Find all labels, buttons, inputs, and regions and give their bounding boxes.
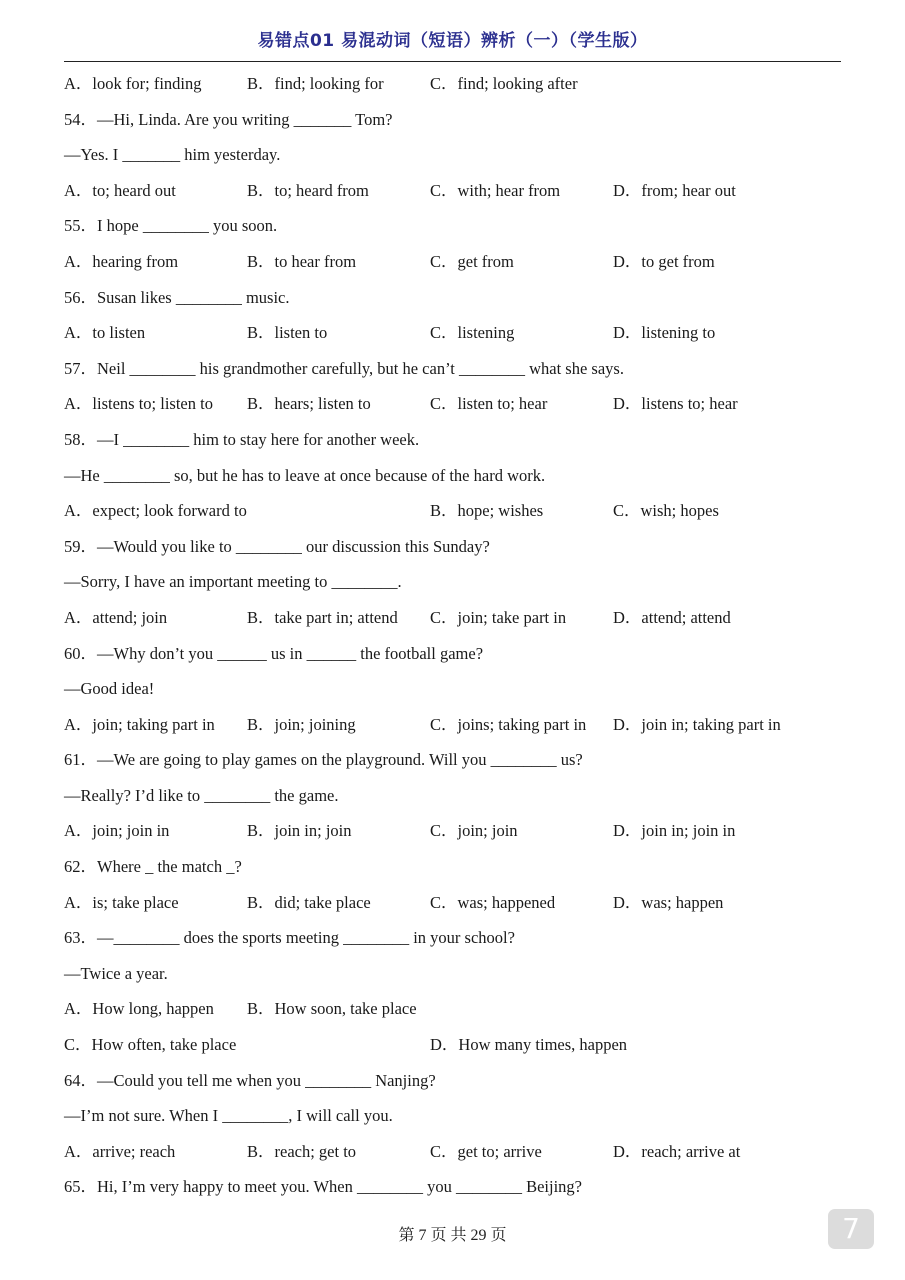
answer-option: C．was; happened [430, 892, 556, 912]
answer-option: C．join; take part in [430, 607, 567, 627]
answer-option: D．listening to [613, 323, 716, 343]
page-footer: 第 7 页 共 29 页 [398, 1227, 507, 1244]
answer-option: B．How soon, take place [247, 999, 417, 1019]
answer-option: B．take part in; attend [247, 607, 398, 627]
question-line: —He ________ so, but he has to leave at once because of the hard work. [64, 465, 546, 485]
answer-option: D．was; happen [613, 892, 724, 912]
answer-option: C．listening [430, 323, 515, 343]
answer-option: C．get from [430, 251, 514, 271]
answer-option: A．expect; look forward to [64, 501, 247, 521]
answer-option: B．did; take place [247, 892, 371, 912]
answer-option: A．arrive; reach [64, 1141, 176, 1161]
question-line: —I’m not sure. When I ________, I will call you. [64, 1106, 393, 1126]
answer-options [64, 707, 844, 743]
answer-option: B．listen to [247, 323, 328, 343]
answer-option: B．find; looking for [247, 74, 384, 93]
answer-option: D．join in; join in [613, 821, 736, 841]
answer-option: A．hearing from [64, 251, 179, 271]
question-line: 57．Neil ________ his grandmother carefully, but he can’t ________ what she says. [64, 358, 624, 378]
question-line: 55．I hope ________ you soon. [64, 216, 278, 236]
answer-option: D．listens to; hear [613, 394, 738, 414]
answer-options [64, 1027, 844, 1063]
answer-option: B．hears; listen to [247, 394, 371, 414]
answer-options [64, 173, 844, 209]
answer-option: A．attend; join [64, 607, 168, 627]
answer-option: D．reach; arrive at [613, 1141, 741, 1161]
answer-option: A．to; heard out [64, 180, 176, 200]
answer-option: A．How long, happen [64, 999, 214, 1019]
answer-option: A．to listen [64, 323, 146, 343]
question-line: 63．—________ does the sports meeting ________ in your school? [64, 928, 515, 948]
question-line: 54．—Hi, Linda. Are you writing _______ Tom? [64, 109, 393, 129]
page-header-title: 易错点01 易混动词（短语）辨析（一）（学生版） [257, 31, 648, 51]
question-line: 65．Hi, I’m very happy to meet you. When ________ you ________ Beijing? [64, 1177, 582, 1197]
question-line: —Really? I’d like to ________ the game. [64, 785, 339, 805]
answer-option: B．hope; wishes [430, 501, 544, 521]
question-line: 58．—I ________ him to stay here for another week. [64, 429, 420, 449]
answer-option: C．find; looking after [430, 74, 578, 93]
answer-option: C．get to; arrive [430, 1141, 542, 1161]
question-line: 59．—Would you like to ________ our discussion this Sunday? [64, 536, 490, 556]
answer-option: D．How many times, happen [430, 1035, 628, 1055]
answer-option: A．look for; finding [64, 74, 202, 93]
answer-options [64, 600, 844, 636]
answer-options [64, 386, 844, 422]
question-line: 64．—Could you tell me when you ________ Nanjing? [64, 1070, 436, 1090]
answer-option: A．join; taking part in [64, 714, 215, 734]
answer-options [64, 493, 844, 529]
answer-options [64, 813, 844, 849]
question-line: 60．—Why don’t you ______ us in ______ the football game? [64, 643, 484, 663]
answer-option: A．listens to; listen to [64, 394, 213, 414]
answer-option: B．reach; get to [247, 1141, 357, 1161]
answer-option: A．join; join in [64, 821, 170, 841]
answer-option: C．listen to; hear [430, 394, 548, 414]
page-number-badge: 7 [828, 1209, 874, 1249]
answer-option: D．attend; attend [613, 607, 731, 627]
question-line: —Yes. I _______ him yesterday. [64, 145, 281, 165]
answer-option: B．to hear from [247, 251, 357, 271]
answer-option: C．join; join [430, 821, 518, 841]
answer-option: C．with; hear from [430, 180, 561, 200]
answer-options [64, 315, 844, 351]
answer-options [64, 991, 844, 1027]
question-line: 62．Where _ the match _? [64, 857, 242, 877]
header-divider [64, 61, 841, 62]
answer-option: D．to get from [613, 251, 715, 271]
answer-options [64, 1134, 844, 1170]
answer-options [64, 244, 844, 280]
answer-option: B．join in; join [247, 821, 352, 841]
question-line: 61．—We are going to play games on the playground. Will you ________ us? [64, 750, 583, 770]
answer-option: B．to; heard from [247, 180, 369, 200]
question-line: —Good idea! [64, 679, 155, 699]
question-line: 56．Susan likes ________ music. [64, 287, 290, 307]
answer-option: D．from; hear out [613, 180, 736, 200]
answer-option: D．join in; taking part in [613, 714, 781, 734]
answer-option: B．join; joining [247, 714, 356, 734]
answer-option: A．is; take place [64, 892, 179, 912]
answer-option: C．How often, take place [64, 1035, 237, 1055]
answer-option: C．wish; hopes [613, 501, 719, 521]
question-line: —Sorry, I have an important meeting to ________. [64, 572, 402, 592]
question-line: —Twice a year. [64, 963, 168, 983]
answer-options [64, 66, 844, 102]
question-content [64, 66, 844, 1205]
answer-option: C．joins; taking part in [430, 714, 587, 734]
answer-options [64, 885, 844, 921]
